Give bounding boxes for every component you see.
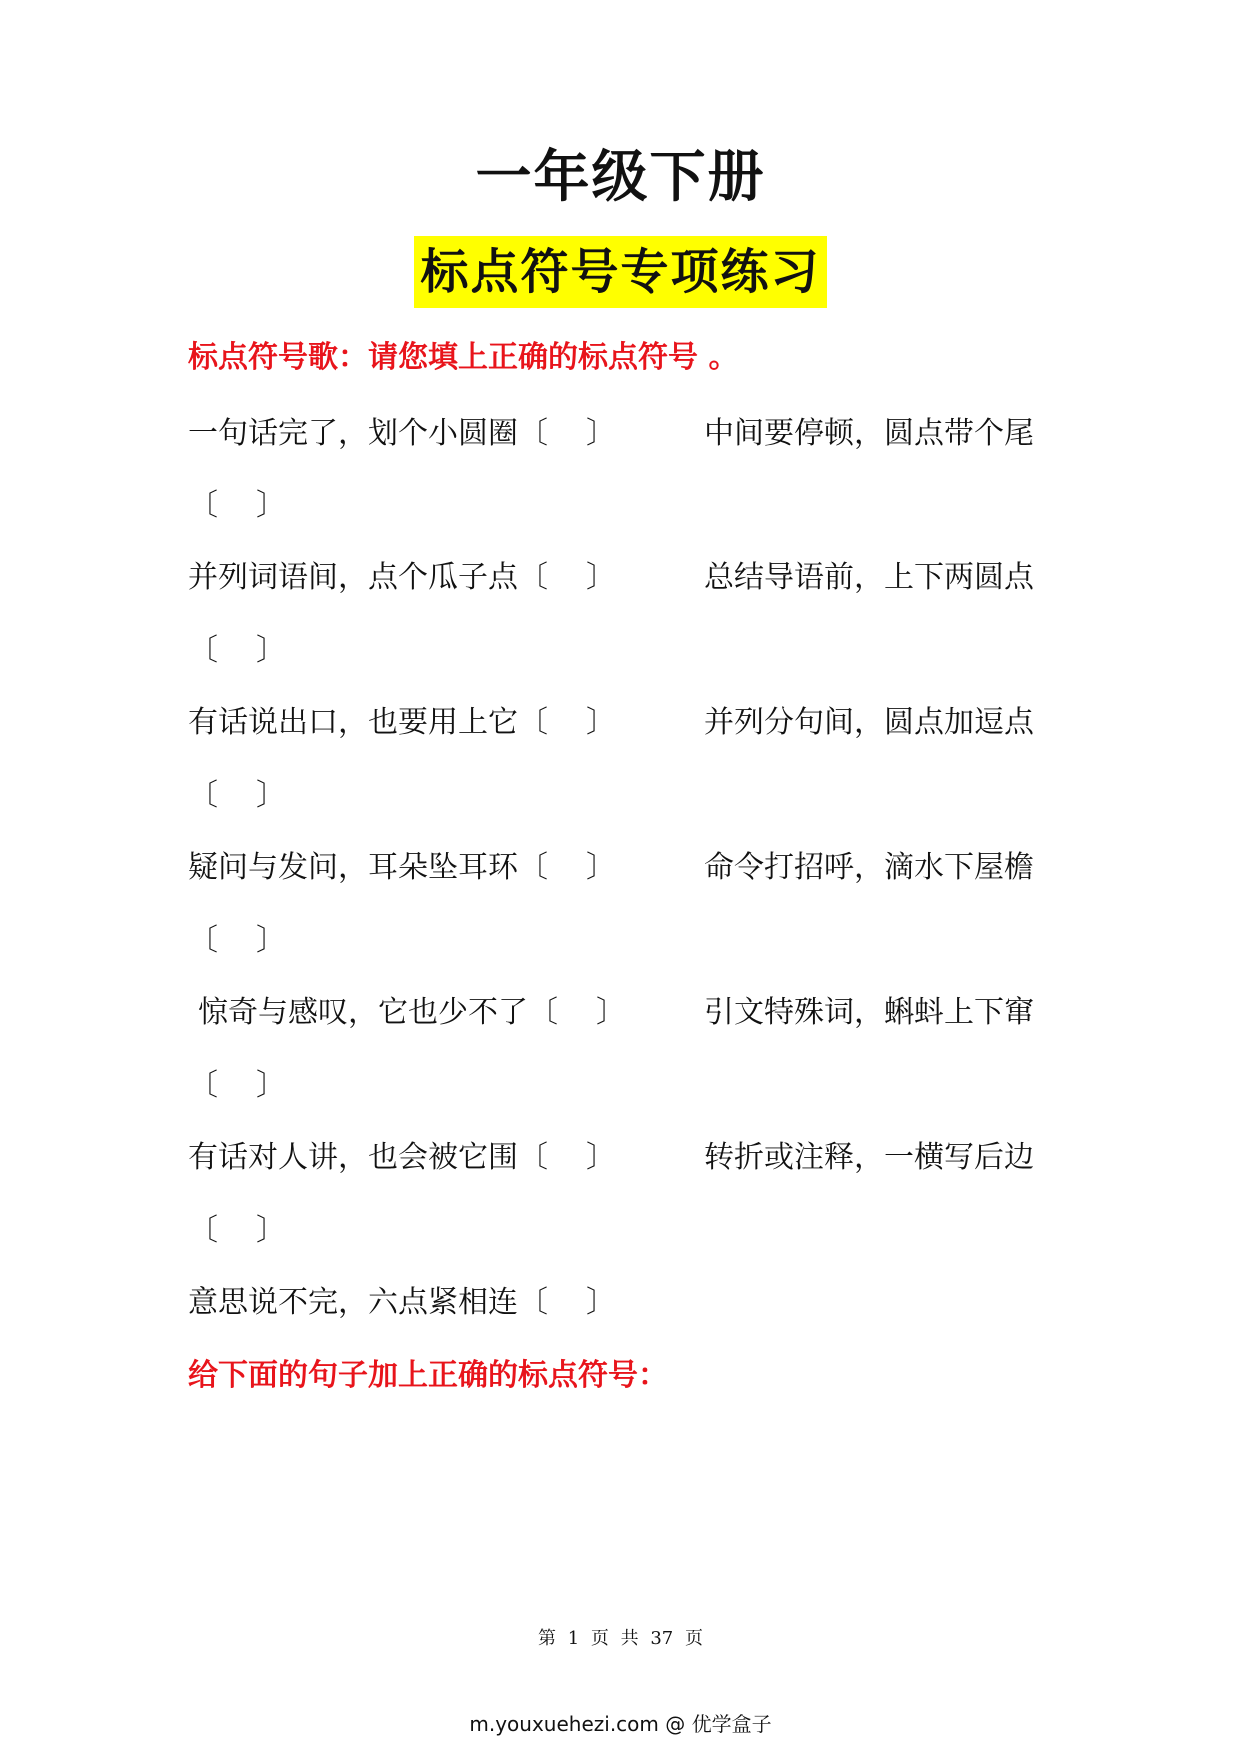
page-title: 一年级下册 <box>475 145 766 210</box>
section-heading-song: 标点符号歌：请您填上正确的标点符号 。 <box>188 340 739 375</box>
song-phrase-left: 疑问与发问，耳朵坠耳环 〔 〕 <box>188 848 616 888</box>
song-line <box>188 414 1068 454</box>
song-line-blank-row <box>188 776 1068 816</box>
song-phrase-left: 有话对人讲，也会被它围 〔 〕 <box>188 1138 616 1178</box>
song-phrase-right: 并列分句间，圆点加逗点 <box>704 705 1034 740</box>
song-line <box>188 558 1068 598</box>
song-line <box>188 1138 1068 1178</box>
answer-blank[interactable]: 〔 〕 <box>518 560 616 595</box>
song-line <box>188 993 1068 1033</box>
answer-blank[interactable]: 〔 〕 <box>188 778 286 813</box>
answer-blank[interactable]: 〔 〕 <box>518 416 616 451</box>
page-footer: 第 1 页 共 37 页 <box>538 1628 703 1649</box>
answer-blank[interactable]: 〔 〕 <box>188 488 286 523</box>
section-heading-exercise: 给下面的句子加上正确的标点符号： <box>188 1358 668 1393</box>
answer-blank[interactable]: 〔 〕 <box>518 850 616 885</box>
song-line-blank-row <box>188 921 1068 961</box>
song-phrase-left: 有话说出口，也要用上它 〔 〕 <box>188 703 616 743</box>
answer-blank[interactable]: 〔 〕 <box>188 1213 286 1248</box>
answer-blank[interactable]: 〔 〕 <box>518 1140 616 1175</box>
song-phrase-left: 并列词语间，点个瓜子点 〔 〕 <box>188 558 616 598</box>
answer-blank[interactable]: 〔 〕 <box>188 923 286 958</box>
song-phrase-left: 惊奇与感叹，它也少不了 〔 〕 <box>198 993 626 1033</box>
answer-blank[interactable]: 〔 〕 <box>518 705 616 740</box>
song-phrase-left: 一句话完了，划个小圆圈 〔 〕 <box>188 414 616 454</box>
song-line <box>188 703 1068 743</box>
answer-blank[interactable]: 〔 〕 <box>188 633 286 668</box>
song-phrase-left: 意思说不完，六点紧相连 〔 〕 <box>188 1283 616 1323</box>
song-phrase-right: 引文特殊词，蝌蚪上下窜 <box>704 995 1034 1030</box>
song-line <box>188 848 1068 888</box>
song-line-blank-row <box>188 486 1068 526</box>
song-line-blank-row <box>188 1066 1068 1106</box>
answer-blank[interactable]: 〔 〕 <box>188 1068 286 1103</box>
subtitle-container <box>0 236 1241 308</box>
page-subtitle: 标点符号专项练习 <box>414 236 826 308</box>
answer-blank[interactable]: 〔 〕 <box>518 1285 616 1320</box>
song-phrase-right: 中间要停顿，圆点带个尾 <box>704 416 1034 451</box>
song-phrase-right: 转折或注释，一横写后边 <box>704 1140 1034 1175</box>
watermark: m.youxuehezi.com @ 优学盒子 <box>469 1712 772 1736</box>
song-line-blank-row <box>188 631 1068 671</box>
song-phrase-right: 总结导语前，上下两圆点 <box>704 560 1034 595</box>
song-line-blank-row <box>188 1211 1068 1251</box>
answer-blank[interactable]: 〔 〕 <box>528 995 626 1030</box>
song-line <box>188 1283 1068 1323</box>
song-phrase-right: 命令打招呼，滴水下屋檐 <box>704 850 1034 885</box>
